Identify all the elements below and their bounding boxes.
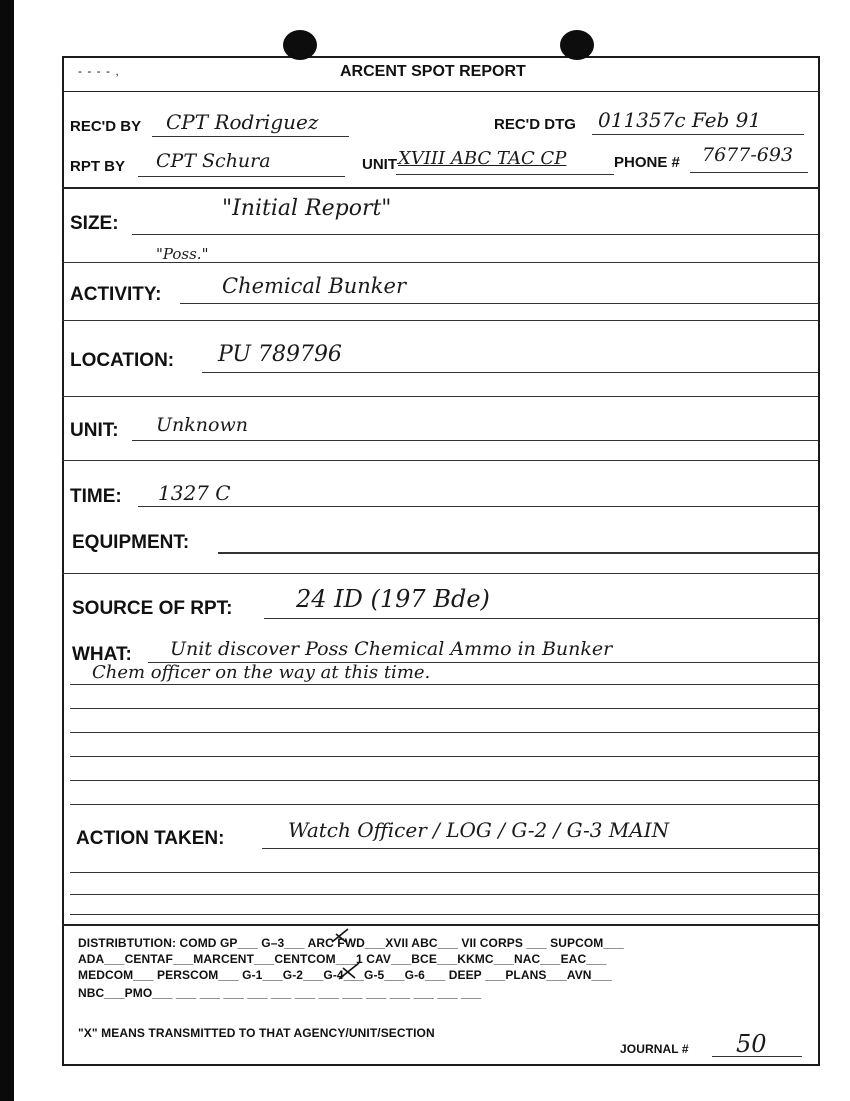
- what-line-2: [70, 684, 818, 685]
- activity-line-2: [62, 320, 818, 321]
- location-value: PU 789796: [218, 342, 342, 367]
- recd-by-line: [152, 136, 349, 137]
- source-label: SOURCE OF RPT:: [72, 598, 233, 619]
- activity-label: ACTIVITY:: [70, 284, 162, 305]
- journal-label: JOURNAL #: [620, 1042, 689, 1056]
- punch-hole-left: [283, 30, 317, 60]
- activity-line: [180, 303, 818, 304]
- unit2-value: Unknown: [156, 414, 248, 436]
- action-line-3: [70, 894, 818, 895]
- legend-text: "X" MEANS TRANSMITTED TO THAT AGENCY/UNIT/SECTION: [78, 1026, 435, 1040]
- distribution-line-3: MEDCOM___ PERSCOM___ G-1___G-2___G-4___G-5___G-6___ DEEP ___PLANS___AVN___: [78, 968, 612, 982]
- unit2-label: UNIT:: [70, 420, 119, 441]
- g2-check-mark: [337, 960, 361, 982]
- what-line1-value: Unit discover Poss Chemical Ammo in Bunker: [170, 638, 613, 660]
- time-line: [138, 506, 818, 507]
- unit2-line: [132, 440, 818, 441]
- location-label: LOCATION:: [70, 350, 175, 371]
- what-line-6: [70, 780, 818, 781]
- source-line: [264, 618, 818, 619]
- time-value: 1327 C: [158, 481, 231, 505]
- what-line-3: [70, 708, 818, 709]
- journal-value: 50: [736, 1030, 767, 1058]
- g3-check-mark: [330, 926, 352, 946]
- time-label: TIME:: [70, 486, 122, 507]
- recd-by-value: CPT Rodriguez: [166, 110, 319, 134]
- form-title: ARCENT SPOT REPORT: [340, 63, 526, 80]
- recd-dtg-label: REC'D DTG: [494, 116, 576, 133]
- size-label: SIZE:: [70, 213, 119, 234]
- size-line: [132, 234, 818, 235]
- punch-hole-right: [560, 30, 594, 60]
- equipment-label: EQUIPMENT:: [72, 532, 190, 553]
- action-line-2: [70, 872, 818, 873]
- recd-by-label: REC'D BY: [70, 118, 142, 135]
- location-line: [202, 372, 818, 373]
- equipment-line-2: [62, 573, 818, 574]
- distribution-line-4: NBC___PMO___ ___ ___ ___ ___ ___ ___ ___ ___ ___ ___ ___ ___ ___: [78, 986, 482, 1000]
- phone-line: [690, 172, 808, 173]
- what-line2-value: Chem officer on the way at this time.: [92, 662, 431, 683]
- header-divider: [62, 187, 820, 189]
- distribution-line-1: DISTRIBTUTION: COMD GP___ G–3___ ARC FWD___XVII ABC___ VII CORPS ___ SUPCOM___: [78, 936, 624, 950]
- distribution-divider: [62, 924, 820, 926]
- unit-value: XVIII ABC TAC CP: [398, 148, 567, 169]
- what-label: WHAT:: [72, 644, 132, 665]
- scan-edge: [0, 0, 14, 1101]
- activity-value: Chemical Bunker: [222, 274, 406, 298]
- rpt-by-line: [138, 176, 345, 177]
- rpt-by-label: RPT BY: [70, 158, 126, 175]
- what-line-4: [70, 732, 818, 733]
- phone-value: 7677-693: [702, 144, 794, 166]
- unit2-line-2: [62, 460, 818, 461]
- title-divider: [62, 91, 820, 92]
- recd-dtg-line: [592, 134, 804, 135]
- action-label: ACTION TAKEN:: [76, 828, 225, 849]
- what-line-5: [70, 756, 818, 757]
- unit-label: UNIT: [362, 156, 397, 173]
- activity-note: "Poss.": [156, 245, 209, 263]
- equipment-line: [218, 552, 818, 554]
- what-line-7: [70, 804, 818, 805]
- unit-line: [396, 174, 614, 175]
- action-value: Watch Officer / LOG / G-2 / G-3 MAIN: [288, 818, 670, 842]
- size-value: "Initial Report": [222, 196, 392, 221]
- phone-label: PHONE #: [614, 154, 680, 171]
- distribution-line-2: ADA___CENTAF___MARCENT___CENTCOM___1 CAV___BCE___KKMC___NAC___EAC___: [78, 952, 607, 966]
- corner-marks: - - - - ,: [78, 64, 120, 78]
- recd-dtg-value: 011357c Feb 91: [598, 108, 762, 132]
- action-line: [262, 848, 818, 849]
- rpt-by-value: CPT Schura: [156, 150, 271, 172]
- location-line-2: [62, 396, 818, 397]
- action-line-4: [70, 914, 818, 915]
- source-value: 24 ID (197 Bde): [296, 585, 490, 613]
